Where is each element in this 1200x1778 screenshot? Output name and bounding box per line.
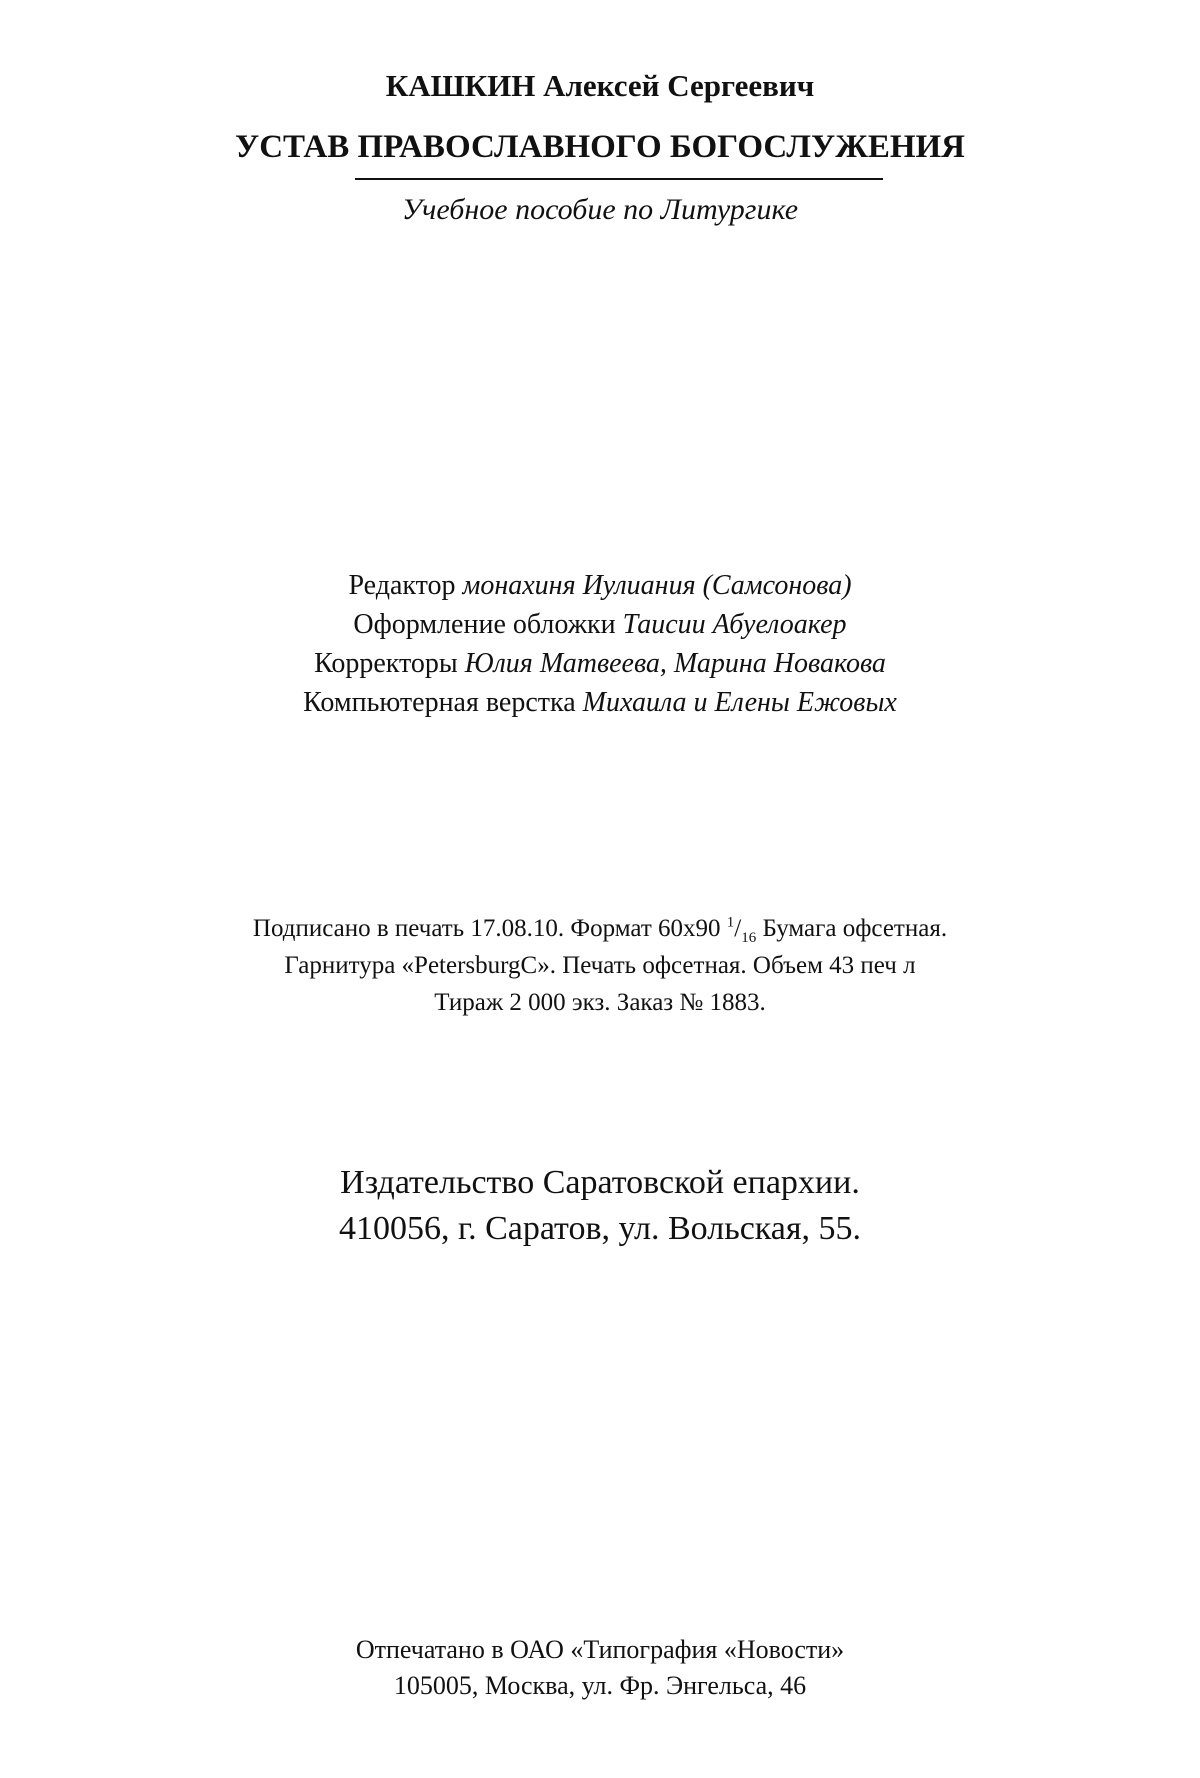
imprint-line-format: Подписано в печать 17.08.10. Формат 60х90 $^1/_{16}$ Бумага офсетная. xyxy=(252,914,948,946)
publisher-name: Издательство Саратовской епархии. xyxy=(340,1164,860,1201)
imprint-signed-format: Подписано в печать 17.08.10. Формат 60х90 xyxy=(252,915,721,942)
imprint-paper: Бумага офсетная. xyxy=(762,915,948,942)
credit-proofreaders xyxy=(0,644,1200,683)
author-surname: КАШКИН xyxy=(385,68,536,103)
printer-address: 105005, Москва, ул. Фр. Энгельса, 46 xyxy=(393,1671,807,1700)
credit-layout xyxy=(0,683,1200,722)
credit-person: Михаила и Елены Ежовых xyxy=(582,687,897,718)
imprint-line-typeface: Гарнитура «PetersburgC». Печать офсетная. Объем 43 печ л xyxy=(284,952,916,979)
book-subtitle: Учебное пособие по Литургике xyxy=(401,193,799,226)
imprint-line-run: Тираж 2 000 экз. Заказ № 1883. xyxy=(434,989,766,1016)
credits-list xyxy=(0,566,1200,722)
author-name xyxy=(0,66,1200,106)
credit-role: Редактор xyxy=(348,570,456,601)
printer-name: Отпечатано в ОАО «Типография «Новости» xyxy=(355,1635,845,1664)
format-fraction-denominator: 16 xyxy=(741,930,757,946)
format-fraction-numerator: 1 xyxy=(726,914,735,931)
book-title: УСТАВ ПРАВОСЛАВНОГО БОГОСЛУЖЕНИЯ xyxy=(234,129,966,165)
printer-info xyxy=(0,1632,1200,1704)
title-divider xyxy=(355,178,883,180)
publisher-info xyxy=(0,1160,1200,1252)
credit-role: Оформление обложки xyxy=(353,609,616,640)
credit-role: Корректоры xyxy=(314,648,458,679)
credit-person: Таисии Абуелоакер xyxy=(622,609,847,640)
credit-role: Компьютерная верстка xyxy=(303,687,576,718)
publisher-address: 410056, г. Саратов, ул. Вольская, 55. xyxy=(338,1210,862,1247)
print-imprint xyxy=(0,910,1200,1021)
credit-editor xyxy=(0,566,1200,605)
author-given-names: Алексей Сергеевич xyxy=(543,68,815,103)
credit-cover-design xyxy=(0,605,1200,644)
credit-person: Юлия Матвеева, Марина Новакова xyxy=(464,648,886,679)
credit-person: монахиня Иулиания (Самсонова) xyxy=(462,570,852,601)
